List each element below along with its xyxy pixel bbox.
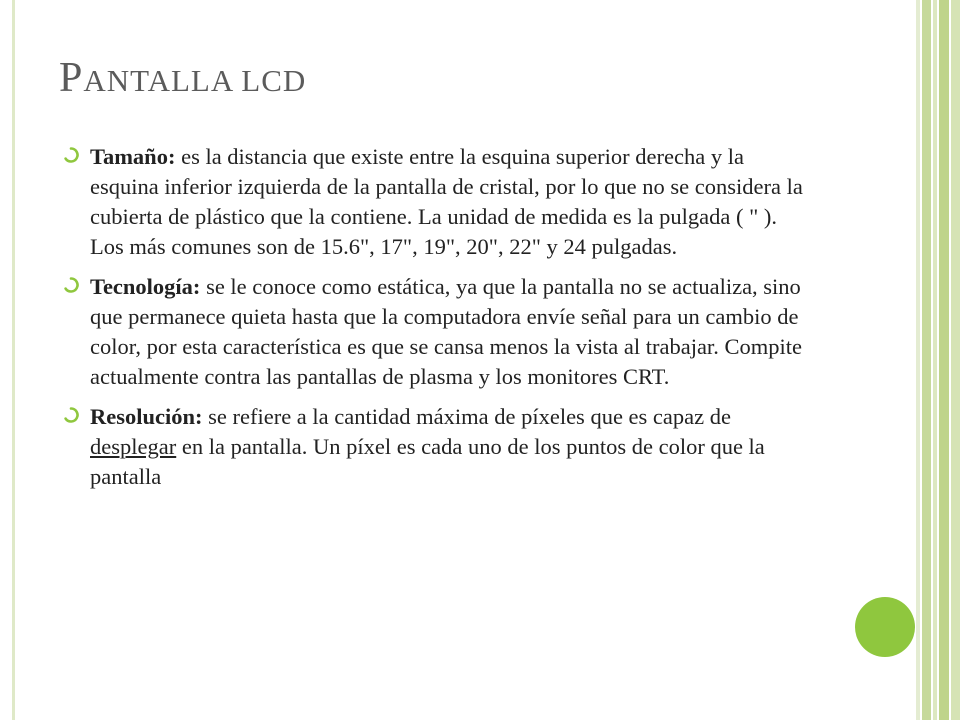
bullet-text: se refiere a la cantidad máxima de píxeles que es capaz de bbox=[208, 404, 731, 429]
bullet-text: es la distancia que existe entre la esquina superior derecha y la esquina inferior izquierda de la pantalla de cristal, por lo que no se considera la cubierta de plástico que la contiene. La unidad de medida es la pulgada ( " ). Los más comunes son de 15.6", 17", 19", 20", 22" y 24 pulgadas. bbox=[90, 144, 803, 259]
bullet-term: Tecnología: bbox=[90, 274, 201, 299]
green-circle-decoration bbox=[855, 597, 915, 657]
bullet-marker-icon bbox=[62, 406, 80, 424]
left-border-line bbox=[12, 0, 15, 720]
bullet-term: Tamaño: bbox=[90, 144, 176, 169]
bullet-item bbox=[62, 142, 812, 262]
bullet-list bbox=[62, 142, 812, 502]
bullet-item bbox=[62, 272, 812, 392]
title-rest: ANTALLA LCD bbox=[83, 63, 307, 98]
right-decor-stripe bbox=[939, 0, 949, 720]
right-decor-stripe bbox=[951, 0, 960, 720]
bullet-marker-icon bbox=[62, 146, 80, 164]
bullet-term: Resolución: bbox=[90, 404, 203, 429]
bullet-text: se le conoce como estática, ya que la pantalla no se actualiza, sino que permanece quieta hasta que la computadora envíe señal para un cambio de color, por esta característica es que se cansa menos la vista al trabajar. Compite actualmente contra las pantallas de plasma y los monitores CRT. bbox=[90, 274, 802, 389]
desplegar-link[interactable]: desplegar bbox=[90, 434, 177, 459]
bullet-item bbox=[62, 402, 812, 492]
right-decor-stripe bbox=[916, 0, 920, 720]
bullet-text: en la pantalla. Un píxel es cada uno de los puntos de color que la pantalla bbox=[90, 434, 765, 489]
title-initial: P bbox=[59, 55, 84, 101]
right-decor-stripe bbox=[922, 0, 931, 720]
slide-title bbox=[59, 54, 306, 102]
right-decor-stripe bbox=[933, 0, 937, 720]
bullet-marker-icon bbox=[62, 276, 80, 294]
